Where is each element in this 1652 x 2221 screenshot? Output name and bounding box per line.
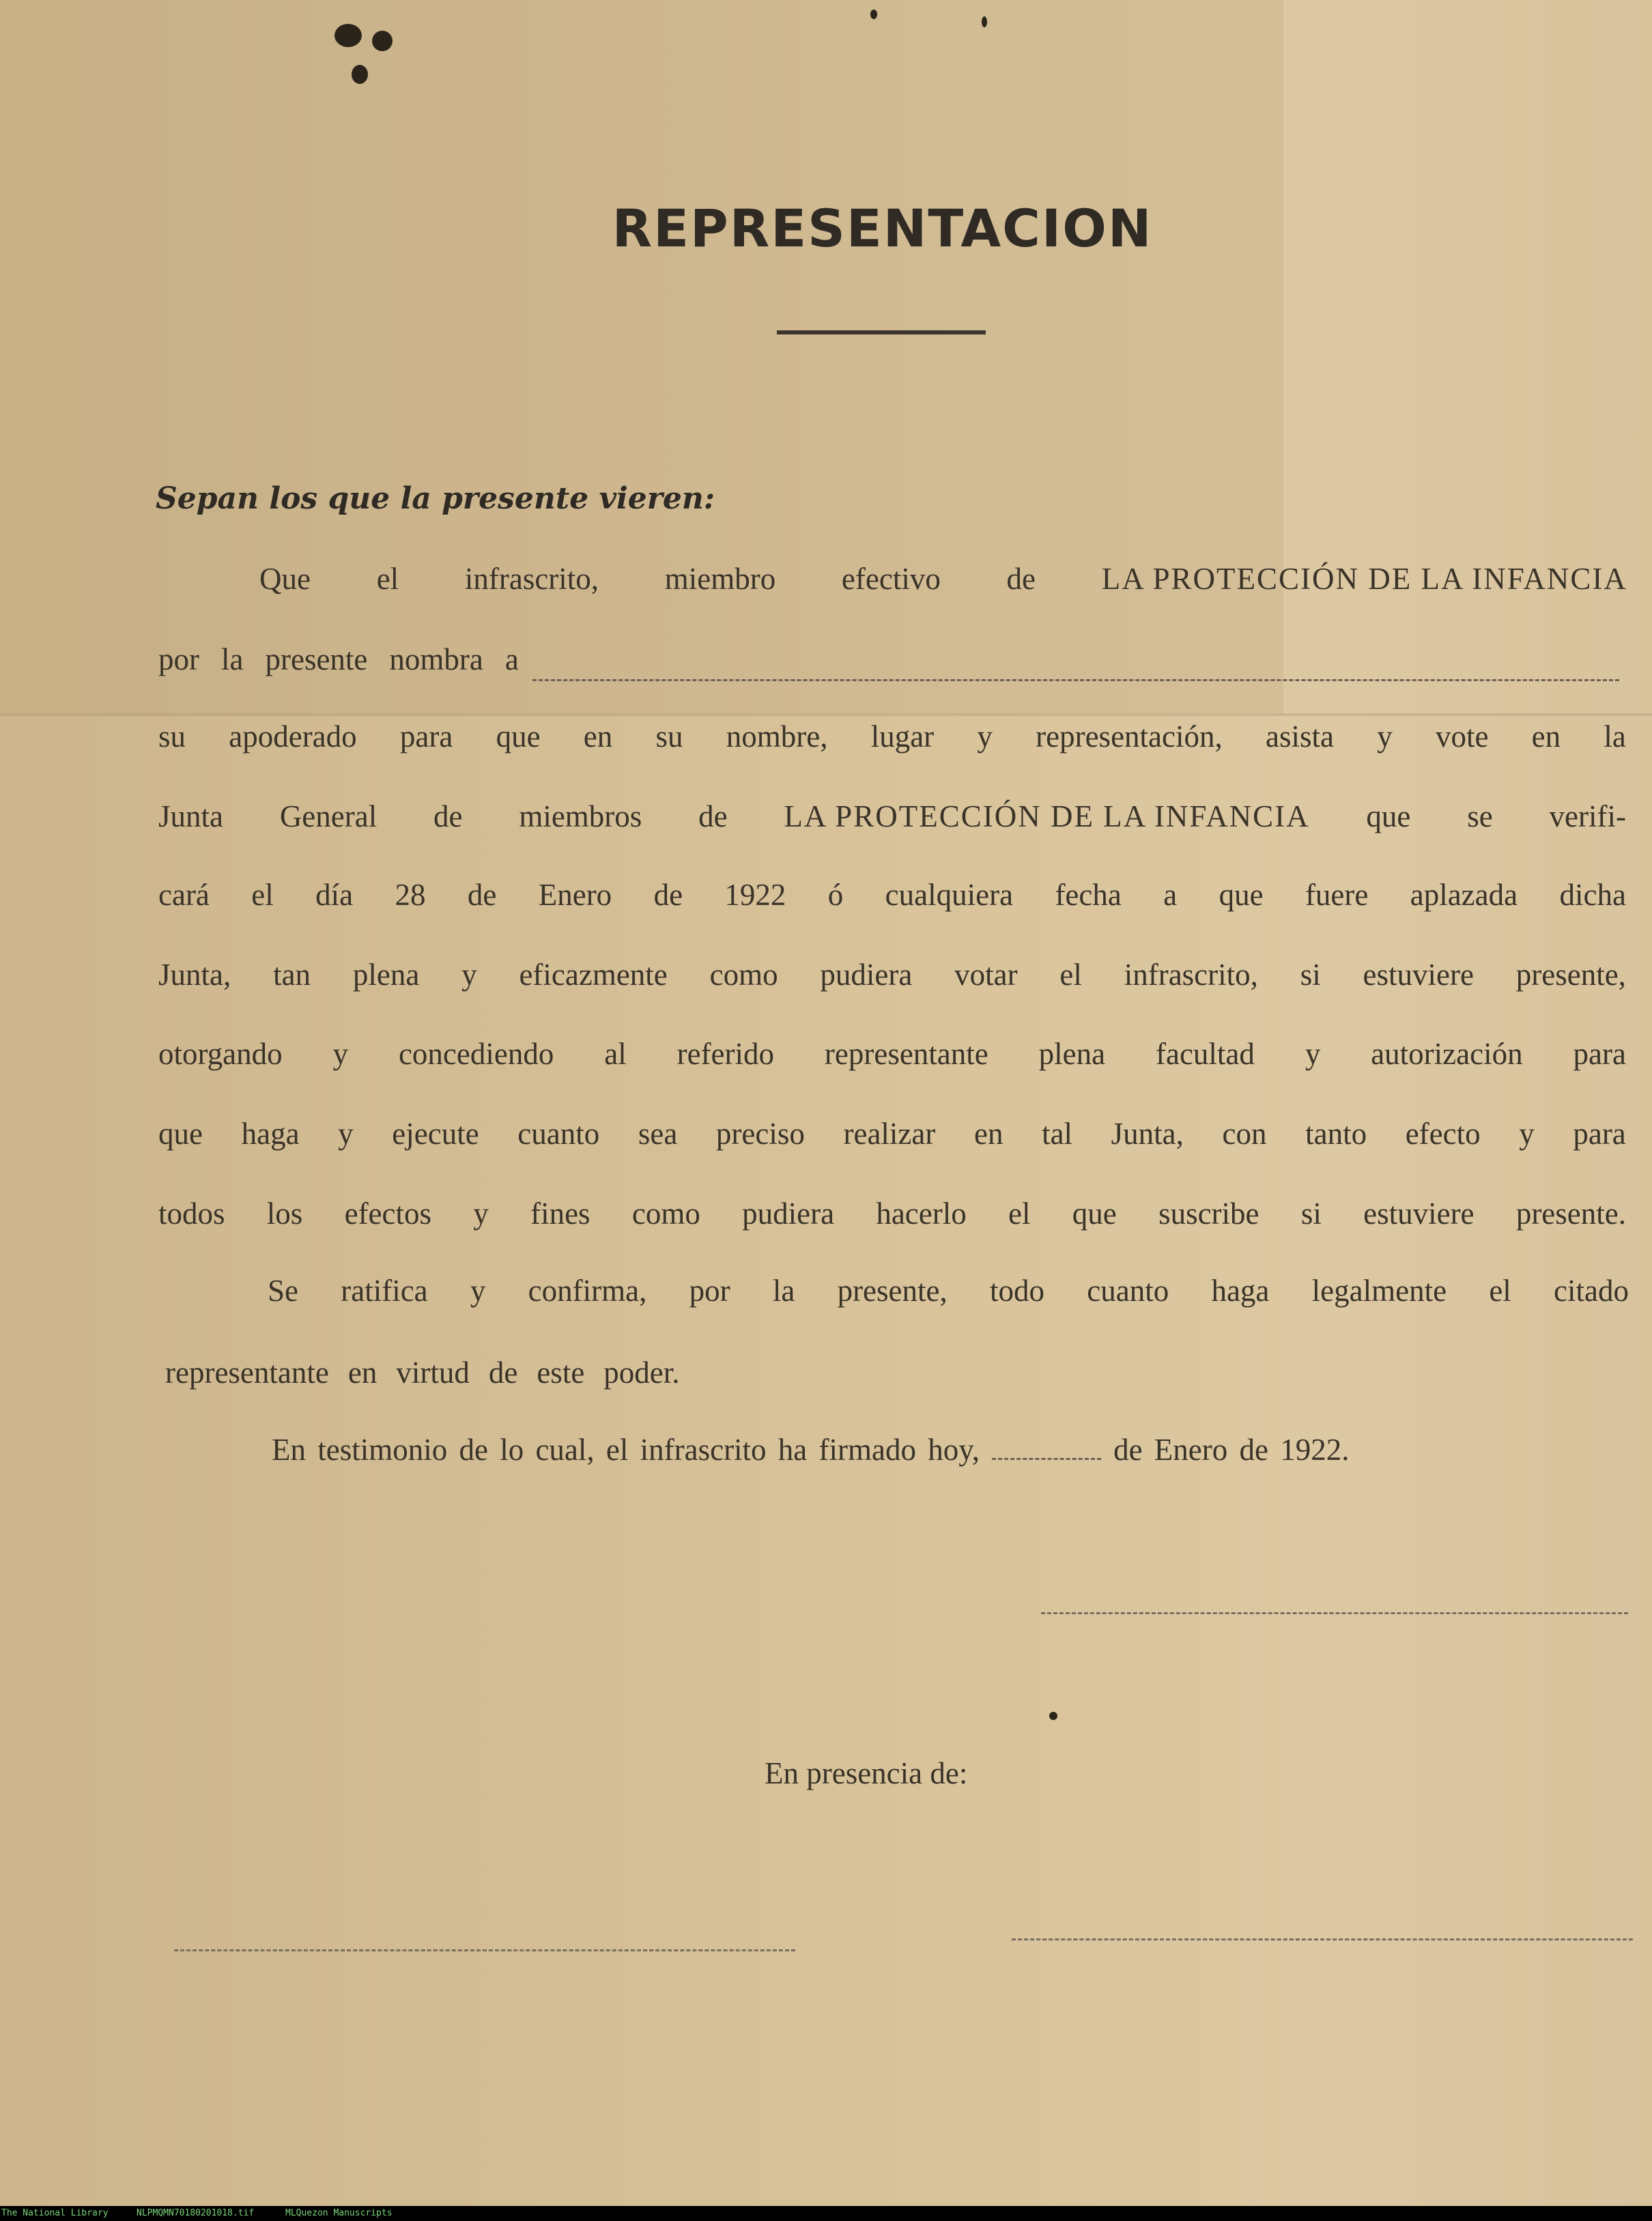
word: haga bbox=[241, 1117, 300, 1151]
word: asista bbox=[1265, 719, 1334, 754]
body-line bbox=[158, 719, 1626, 780]
scan-footer bbox=[0, 2206, 1652, 2221]
witness-signature-line-right[interactable] bbox=[1012, 1938, 1633, 1940]
word: 1922 bbox=[724, 878, 786, 912]
word: tal bbox=[1042, 1117, 1073, 1151]
word: en bbox=[1531, 719, 1561, 754]
body-line bbox=[165, 1355, 848, 1416]
word: infrascrito, bbox=[464, 562, 599, 596]
word: estuviere bbox=[1363, 1197, 1475, 1231]
word: para bbox=[399, 719, 453, 754]
ink-blot bbox=[352, 65, 368, 84]
word: su bbox=[655, 719, 683, 754]
word: Junta, bbox=[1111, 1117, 1184, 1151]
word: y bbox=[461, 958, 477, 992]
ink-speck bbox=[870, 10, 877, 19]
word: ejecute bbox=[392, 1117, 479, 1151]
word: aplazada bbox=[1410, 878, 1518, 912]
word: General bbox=[279, 799, 378, 833]
word: el bbox=[376, 562, 399, 596]
fold-crease bbox=[0, 713, 1652, 716]
word: por bbox=[689, 1274, 730, 1308]
word: que bbox=[1366, 799, 1411, 833]
word: vote bbox=[1435, 719, 1489, 754]
word: plena bbox=[1038, 1037, 1106, 1071]
word: pudiera bbox=[742, 1197, 835, 1231]
word: y bbox=[338, 1117, 354, 1151]
word: Junta bbox=[158, 799, 223, 833]
word: de bbox=[1006, 562, 1036, 596]
word: cuanto bbox=[1087, 1274, 1169, 1308]
ink-blot bbox=[334, 24, 362, 47]
word: facultad bbox=[1156, 1037, 1255, 1071]
word: la bbox=[1604, 719, 1626, 754]
word: cuanto bbox=[517, 1117, 600, 1151]
word: ratifica bbox=[341, 1274, 428, 1308]
word: tanto bbox=[1305, 1117, 1367, 1151]
word: Junta, bbox=[158, 958, 231, 992]
closing-line bbox=[272, 1432, 1630, 1493]
word: legalmente bbox=[1311, 1274, 1447, 1308]
word: de bbox=[433, 799, 463, 833]
word: dicha bbox=[1559, 878, 1626, 912]
word: eficazmente bbox=[519, 958, 668, 992]
word: nombre, bbox=[726, 719, 828, 754]
word: si bbox=[1300, 958, 1321, 992]
closing-text: En testimonio de lo cual, el infrascrito ha firmado hoy, bbox=[272, 1433, 980, 1467]
word: presente. bbox=[1515, 1197, 1626, 1231]
word: representante bbox=[165, 1356, 329, 1390]
word: haga bbox=[1211, 1274, 1270, 1308]
word: día bbox=[315, 878, 354, 912]
witness-signature-line-left[interactable] bbox=[174, 1949, 795, 1951]
word: el bbox=[251, 878, 274, 912]
word: poder. bbox=[603, 1356, 680, 1390]
word: votar bbox=[954, 958, 1018, 992]
word: a bbox=[1163, 878, 1178, 912]
word: cará bbox=[158, 878, 210, 912]
word: presente, bbox=[1515, 958, 1626, 992]
body-line bbox=[259, 561, 1627, 622]
organization-name: LA PROTECCIÓN DE LA INFANCIA bbox=[1101, 562, 1627, 596]
ink-speck bbox=[1049, 1712, 1057, 1720]
word: y bbox=[332, 1037, 349, 1071]
word: para bbox=[1573, 1117, 1626, 1151]
ink-speck bbox=[982, 16, 987, 27]
word: miembro bbox=[664, 562, 776, 596]
salutation: Sepan los que la presente vieren: bbox=[156, 481, 715, 516]
footer-institution: The National Library bbox=[1, 2208, 109, 2218]
word: Se bbox=[268, 1274, 298, 1308]
word: el bbox=[1008, 1197, 1031, 1231]
word: fines bbox=[530, 1197, 590, 1231]
word: representante bbox=[824, 1037, 988, 1071]
word: en bbox=[347, 1356, 378, 1390]
word: a bbox=[504, 642, 519, 676]
word: con bbox=[1222, 1117, 1267, 1151]
title-underline bbox=[777, 330, 986, 334]
word: realizar bbox=[843, 1117, 936, 1151]
word: efecto bbox=[1405, 1117, 1481, 1151]
footer-file-id: NLPMQMN70180201018.tif bbox=[137, 2208, 255, 2218]
word: en bbox=[973, 1117, 1003, 1151]
word: virtud bbox=[396, 1356, 470, 1390]
body-line bbox=[158, 1116, 1626, 1177]
word: si bbox=[1300, 1197, 1322, 1231]
word: apoderado bbox=[229, 719, 357, 754]
word: suscribe bbox=[1158, 1197, 1259, 1231]
word: hacerlo bbox=[876, 1197, 967, 1231]
word: plena bbox=[352, 958, 420, 992]
word: otorgando bbox=[158, 1037, 283, 1071]
word: referido bbox=[677, 1037, 775, 1071]
signature-line[interactable] bbox=[1041, 1612, 1628, 1614]
word: efectos bbox=[344, 1197, 432, 1231]
word: efectivo bbox=[841, 562, 941, 596]
word: el bbox=[1489, 1274, 1511, 1308]
body-line bbox=[158, 957, 1626, 1018]
word: ó bbox=[827, 878, 844, 912]
word: fuere bbox=[1305, 878, 1369, 912]
word: citado bbox=[1554, 1274, 1629, 1308]
body-line bbox=[158, 799, 1626, 860]
word: de bbox=[467, 878, 497, 912]
word: concediendo bbox=[398, 1037, 554, 1071]
word: que bbox=[1219, 878, 1264, 912]
word: confirma, bbox=[528, 1274, 647, 1308]
word: 28 bbox=[395, 878, 426, 912]
word: preciso bbox=[715, 1117, 805, 1151]
word: al bbox=[604, 1037, 627, 1071]
word: miembros bbox=[519, 799, 642, 833]
word: Enero bbox=[538, 878, 612, 912]
body-line bbox=[158, 877, 1626, 938]
word: la bbox=[772, 1274, 795, 1308]
word: Que bbox=[259, 562, 311, 596]
word: como bbox=[709, 958, 778, 992]
word: como bbox=[631, 1197, 700, 1231]
word: cualquiera bbox=[885, 878, 1014, 912]
word: por bbox=[158, 642, 199, 676]
word: y bbox=[977, 719, 993, 754]
word: y bbox=[473, 1197, 489, 1231]
word: este bbox=[537, 1356, 585, 1390]
word: fecha bbox=[1055, 878, 1122, 912]
word: infrascrito, bbox=[1124, 958, 1258, 992]
word: de bbox=[653, 878, 683, 912]
word: todo bbox=[989, 1274, 1044, 1308]
word: se bbox=[1467, 799, 1493, 833]
body-line bbox=[158, 1196, 1626, 1257]
word: y bbox=[1305, 1037, 1321, 1071]
witness-label: En presencia de: bbox=[765, 1756, 968, 1790]
word: pudiera bbox=[820, 958, 913, 992]
organization-name: LA PROTECCIÓN DE LA INFANCIA bbox=[784, 799, 1310, 833]
word: que bbox=[158, 1117, 203, 1151]
closing-date-text: de Enero de 1922. bbox=[1113, 1433, 1350, 1467]
document-title: REPRESENTACION bbox=[612, 198, 1153, 259]
word: de bbox=[488, 1356, 518, 1390]
word: de bbox=[698, 799, 728, 833]
word: representación, bbox=[1036, 719, 1223, 754]
day-blank[interactable] bbox=[992, 1458, 1101, 1460]
word: y bbox=[470, 1274, 486, 1308]
word: y bbox=[1377, 719, 1393, 754]
word: autorización bbox=[1371, 1037, 1523, 1071]
word: los bbox=[266, 1197, 303, 1231]
word: que bbox=[1072, 1197, 1117, 1231]
word: su bbox=[158, 719, 186, 754]
footer-collection: MLQuezon Manuscripts bbox=[285, 2208, 393, 2218]
word: lugar bbox=[870, 719, 935, 754]
body-line bbox=[268, 1273, 1629, 1334]
word: verifi- bbox=[1549, 799, 1626, 833]
attorney-name-blank[interactable] bbox=[532, 679, 1619, 681]
word: que bbox=[496, 719, 541, 754]
word: el bbox=[1059, 958, 1082, 992]
word: todos bbox=[158, 1197, 225, 1231]
word: y bbox=[1519, 1117, 1535, 1151]
ink-blot bbox=[372, 31, 393, 51]
word: la bbox=[221, 642, 244, 676]
word: presente, bbox=[837, 1274, 948, 1308]
word: para bbox=[1573, 1037, 1626, 1071]
word: en bbox=[583, 719, 613, 754]
body-line bbox=[158, 642, 1619, 703]
body-line bbox=[158, 1036, 1626, 1098]
word: tan bbox=[273, 958, 311, 992]
word: sea bbox=[638, 1117, 678, 1151]
word: nombra bbox=[389, 642, 483, 676]
word: presente bbox=[265, 642, 368, 676]
word: estuviere bbox=[1363, 958, 1474, 992]
